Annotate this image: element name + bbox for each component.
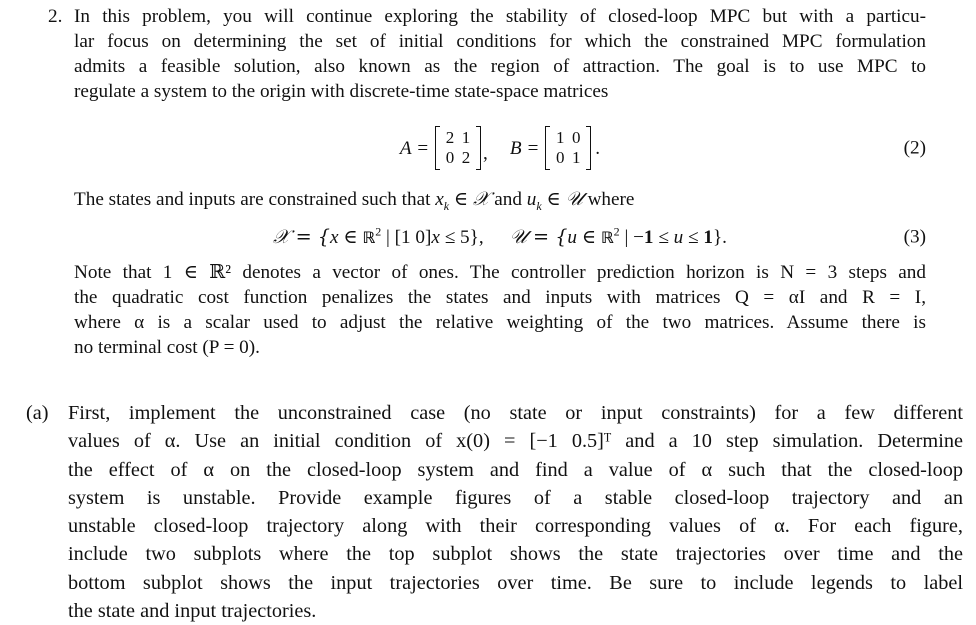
text-run: where xyxy=(582,189,635,210)
matrix-entry: 2 xyxy=(445,128,455,147)
set-symbol: 𝒰 xyxy=(565,187,583,210)
right-bracket xyxy=(586,126,591,170)
math-text: }. xyxy=(712,227,727,248)
matrix-b-entries xyxy=(552,128,584,168)
problem-number: 2. xyxy=(48,6,63,27)
left-bracket xyxy=(435,126,440,170)
eq2-end: . xyxy=(595,137,601,159)
eq2-a-label: A = xyxy=(399,137,430,159)
matrix-a xyxy=(435,126,481,170)
math-superscript: 2 xyxy=(375,224,382,239)
eq3-x-set xyxy=(273,224,484,250)
intro-line: regulate a system to the origin with discrete-time state-space matrices xyxy=(74,81,609,102)
math-text: | − xyxy=(619,227,644,248)
math-var: u xyxy=(567,227,578,248)
matrix-a-entries xyxy=(442,128,474,168)
reals-symbol: ℝ xyxy=(362,228,376,247)
part-a-line: the effect of α on the closed-loop system and find a value of α such that the closed-loop xyxy=(68,458,963,481)
note-line: the quadratic cost function penalizes the states and inputs with matrices Q = αI and R = I, xyxy=(74,287,926,308)
ones-vector: 1 xyxy=(703,227,713,248)
reals-symbol: ℝ xyxy=(600,228,614,247)
set-def: 𝒳 = { xyxy=(273,225,331,248)
math-subscript: k xyxy=(536,198,542,213)
part-a-line: unstable closed-loop trajectory along with their corresponding values of α. For each figure, xyxy=(68,515,963,538)
math-subscript: k xyxy=(443,198,450,213)
math-text: ≤ 5}, xyxy=(439,227,484,248)
math-op: ∈ xyxy=(577,227,601,248)
matrix-entry: 1 xyxy=(556,128,565,147)
math-op: ∈ xyxy=(541,189,566,210)
equation-2 xyxy=(74,118,926,178)
part-a xyxy=(26,399,963,625)
equation-3 xyxy=(74,220,926,254)
set-def: 𝒰 = { xyxy=(509,225,568,248)
constraint-sentence xyxy=(74,186,926,212)
matrix-entry: 0 xyxy=(556,148,565,167)
text-run: The states and inputs are constrained such that xyxy=(74,189,436,210)
note-line: Note that 1 ∈ ℝ² denotes a vector of ones. The controller prediction horizon is N = 3 steps and xyxy=(74,262,926,283)
part-a-line: First, implement the unconstrained case (no state or input constraints) for a few different xyxy=(68,402,963,424)
math-var: x xyxy=(431,227,440,248)
math-op: ≤ xyxy=(683,227,704,248)
right-bracket xyxy=(476,126,481,170)
part-a-line: the state and input trajectories. xyxy=(68,600,317,623)
matrix-b xyxy=(545,126,591,170)
problem-2 xyxy=(48,4,926,360)
left-bracket xyxy=(545,126,550,170)
part-label: (a) xyxy=(26,402,49,424)
part-a-line: include two subplots where the top subplot shows the state trajectories over time and the xyxy=(68,543,963,566)
math-var: u xyxy=(526,189,537,210)
part-a-line: values of α. Use an initial condition of x(0) = [−1 0.5]ᵀ and a 10 step simulation. Determine xyxy=(68,430,963,453)
intro-line: admits a feasible solution, also known as the region of attraction. The goal is to use MPC to xyxy=(74,56,926,77)
eq3-u-set xyxy=(510,224,727,250)
note-line: where α is a scalar used to adjust the relative weighting of the two matrices. Assume there is xyxy=(74,312,926,333)
matrix-entry: 0 xyxy=(572,128,581,147)
eq2-b-label: B = xyxy=(509,137,540,159)
math-op: ∈ xyxy=(338,227,363,248)
set-symbol: 𝒳 xyxy=(472,187,490,210)
equation-number: (2) xyxy=(903,137,926,159)
intro-line: In this problem, you will continue exploring the stability of closed-loop MPC but with a particu- xyxy=(74,6,926,27)
note-line: no terminal cost (P = 0). xyxy=(74,337,260,358)
math-text: | [1 0] xyxy=(381,227,432,248)
intro-line: lar focus on determining the set of initial conditions for which the constrained MPC formulation xyxy=(74,31,926,52)
math-op: ≤ xyxy=(653,227,674,248)
math-var: x xyxy=(435,189,444,210)
text-run: and xyxy=(489,189,527,210)
ones-vector: 1 xyxy=(643,227,654,248)
matrix-entry: 1 xyxy=(572,148,581,167)
math-op: ∈ xyxy=(449,189,473,210)
intro-paragraph xyxy=(74,4,926,104)
matrix-entry: 2 xyxy=(461,148,471,167)
part-a-paragraph xyxy=(68,399,963,625)
equation-number: (3) xyxy=(903,226,926,248)
matrix-entry: 1 xyxy=(461,128,471,147)
matrix-entry: 0 xyxy=(445,148,455,167)
math-var: u xyxy=(673,227,684,248)
math-var: x xyxy=(330,227,339,248)
math-superscript: 2 xyxy=(613,224,620,239)
note-paragraph xyxy=(74,260,926,360)
part-a-line: system is unstable. Provide example figures of a stable closed-loop trajectory and an xyxy=(68,486,963,509)
part-a-line: bottom subplot shows the input trajectories over time. Be sure to include legends to label xyxy=(68,571,963,594)
eq2-separator: , xyxy=(483,143,488,164)
